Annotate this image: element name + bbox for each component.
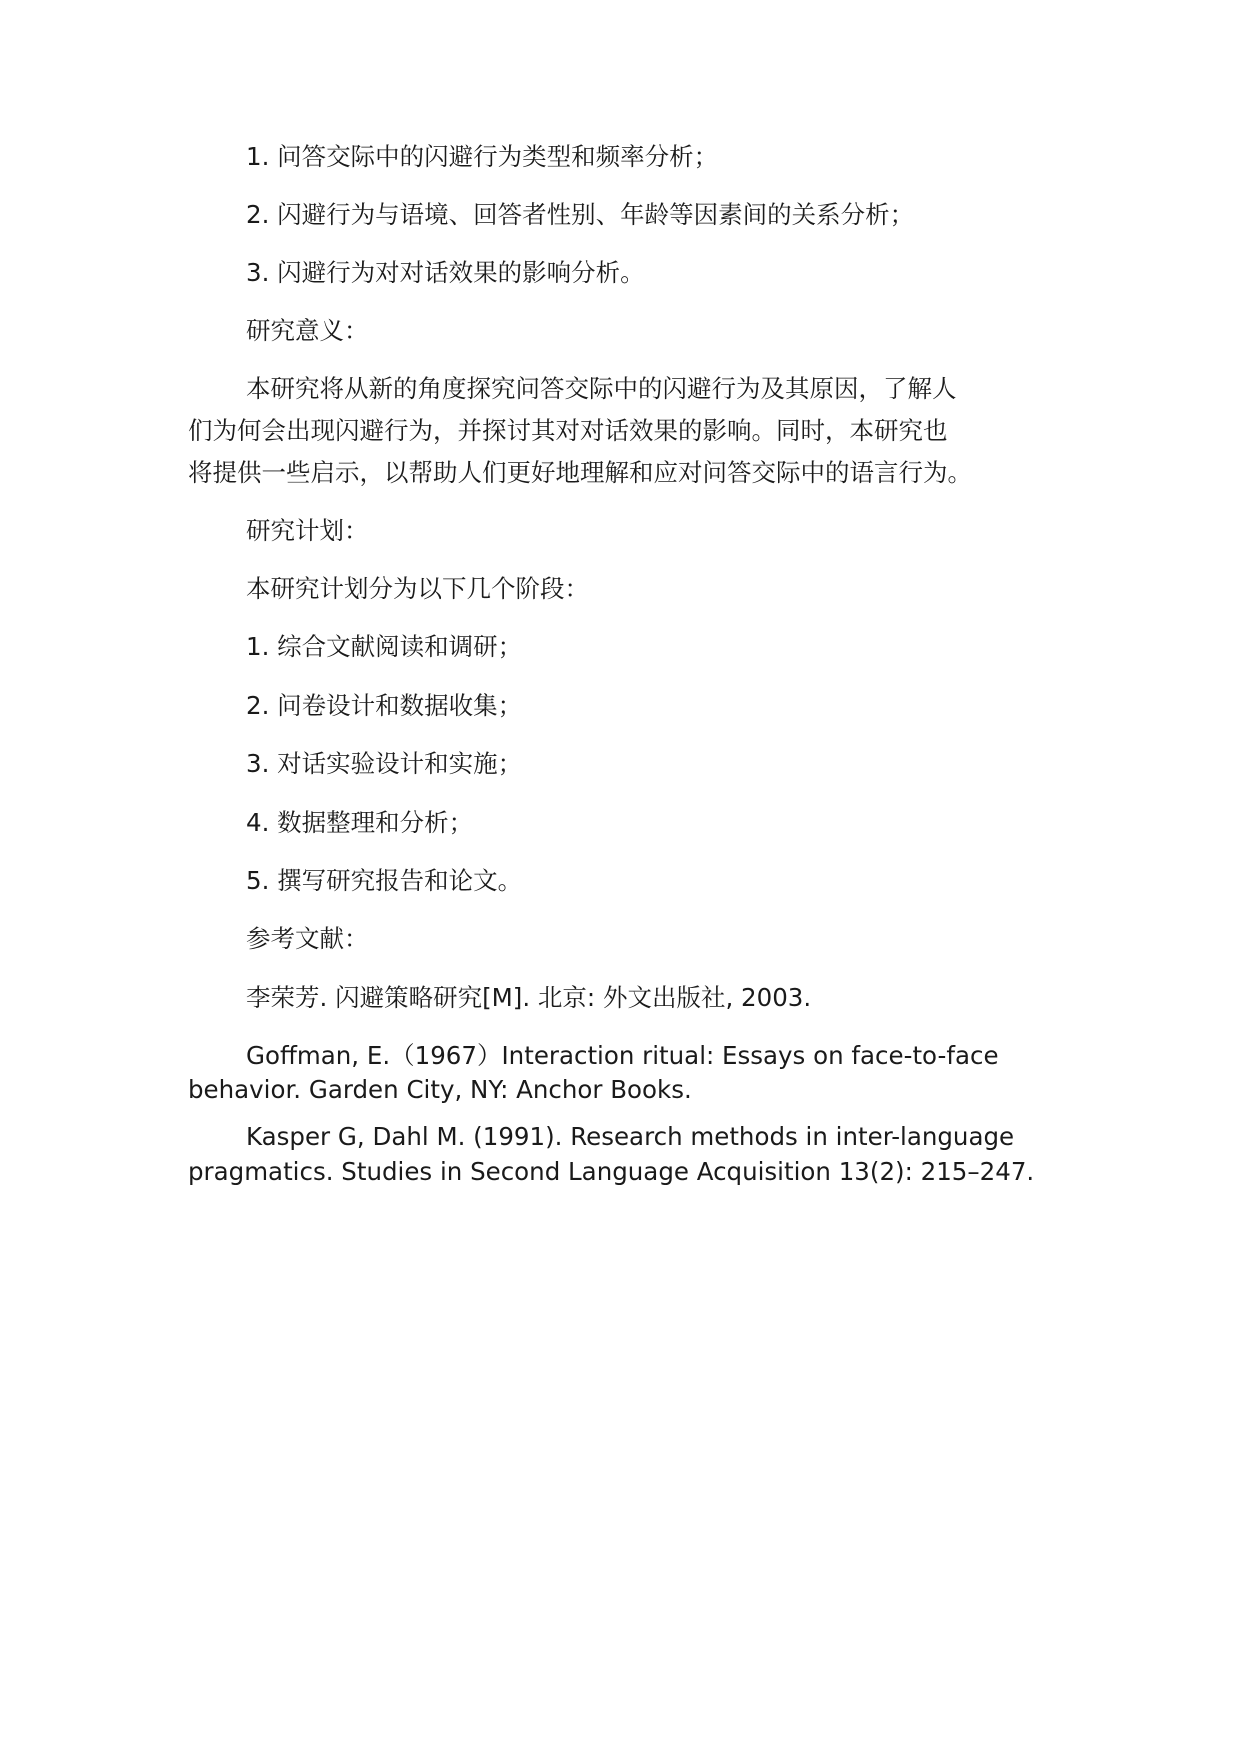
plan-heading: 研究计划： [246,516,369,545]
significance-paragraph-line-2: 们为何会出现闪避行为，并探讨其对对话效果的影响。同时，本研究也 [188,416,948,445]
references-heading: 参考文献： [246,924,369,953]
reference-1: 李荣芳. 闪避策略研究[M]. 北京: 外文出版社, 2003. [246,983,812,1012]
plan-intro: 本研究计划分为以下几个阶段： [246,574,589,603]
significance-heading: 研究意义： [246,316,369,345]
research-content-item-1: 1. 问答交际中的闪避行为类型和频率分析； [246,142,719,171]
plan-item-5: 5. 撰写研究报告和论文。 [246,866,523,895]
plan-item-1: 1. 综合文献阅读和调研； [246,632,523,661]
plan-item-3: 3. 对话实验设计和实施； [246,749,523,778]
significance-paragraph-line-3: 将提供一些启示，以帮助人们更好地理解和应对问答交际中的语言行为。 [188,458,972,487]
research-content-item-2: 2. 闪避行为与语境、回答者性别、年龄等因素间的关系分析； [246,200,915,229]
reference-3-line-1: Kasper G, Dahl M. (1991). Research methods in inter-language [246,1122,1015,1151]
significance-paragraph-line-1: 本研究将从新的角度探究问答交际中的闪避行为及其原因，了解人 [246,374,957,403]
reference-2-line-2: behavior. Garden City, NY: Anchor Books. [188,1075,692,1104]
plan-item-2: 2. 问卷设计和数据收集； [246,691,523,720]
reference-3-line-2: pragmatics. Studies in Second Language Acquisition 13(2): 215–247. [188,1157,1035,1186]
research-content-item-3: 3. 闪避行为对对话效果的影响分析。 [246,258,645,287]
plan-item-4: 4. 数据整理和分析； [246,808,474,837]
reference-2-line-1: Goffman, E.（1967）Interaction ritual: Essays on face-to-face [246,1041,999,1070]
